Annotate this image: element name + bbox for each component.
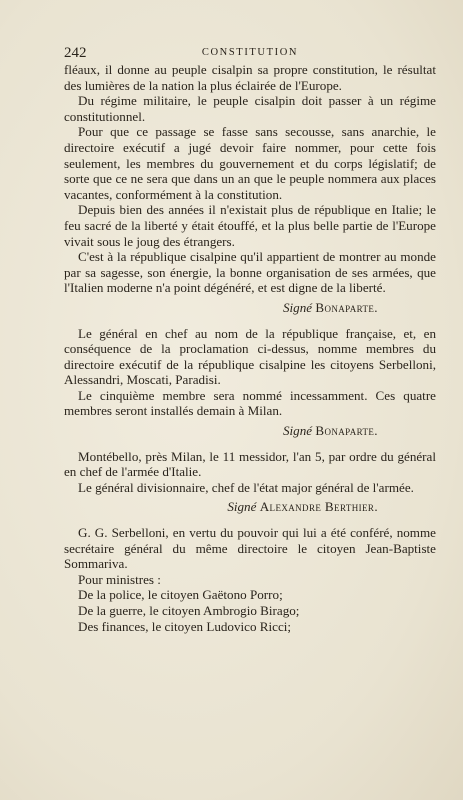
paragraph: fléaux, il donne au peuple cisalpin sa propre constitution, le résultat des lumières de la nation la plus éclairée de l'Europe.: [64, 62, 436, 93]
signature-name: Bonaparte.: [315, 299, 378, 315]
paragraph: Le général en chef au nom de la république française, et, en conséquence de la proclamation ci-dessus, nomme membres du directoire exécutif de la république cisalpine les citoyens Serbelloni, Alessandri, Moscati, Paradisi.: [64, 325, 436, 388]
list-item: De la guerre, le citoyen Ambrogio Birago;: [78, 603, 300, 618]
signature-label: Signé: [227, 499, 257, 515]
paragraph: Pour ministres :: [78, 571, 161, 587]
paragraph: Pour que ce passage se fasse sans secousse, sans anarchie, le directoire exécutif a jugé devoir faire nommer, pour cette fois seulement, les membres du gouvernement et du corps législatif; de sorte que ce ne sera que dans un an que le peuple nommera aux places vacantes, conformément à la constitution.: [64, 124, 436, 202]
signature-line: [64, 499, 436, 515]
paragraph: G. G. Serbelloni, en vertu du pouvoir qui lui a été conféré, nomme secrétaire général du même directoire le citoyen Jean-Baptiste Sommariva.: [64, 525, 436, 572]
paragraph: Depuis bien des années il n'existait plus de république en Italie; le feu sacré de la liberté y était étouffé, et la plus belle partie de l'Europe vivait sous le joug des étrangers.: [64, 202, 436, 249]
page-header: [64, 45, 436, 63]
signature-label: Signé: [282, 299, 313, 315]
signature-name: Alexandre Berthier.: [259, 499, 378, 515]
signature-line: [64, 423, 436, 439]
signature-label: Signé: [282, 423, 313, 439]
paragraph: Le général divisionnaire, chef de l'état major général de l'armée.: [78, 479, 414, 495]
signature-line: [64, 300, 436, 316]
signature-name: Bonaparte.: [315, 423, 378, 439]
page-body: [64, 62, 436, 634]
paragraph: Le cinquième membre sera nommé incessamment. Ces quatre membres seront installés demain à Milan.: [64, 387, 436, 419]
paragraph: Du régime militaire, le peuple cisalpin doit passer à un régime constitutionnel.: [64, 93, 436, 124]
paragraph: Montébello, près Milan, le 11 messidor, l'an 5, par ordre du général en chef de l'armée d'Italie.: [64, 448, 436, 480]
paragraph: C'est à la république cisalpine qu'il appartient de montrer au monde par sa sagesse, son énergie, la bonne organisation de ses armées, que l'Italien moderne n'a point dégénéré, et est digne de la liberté.: [64, 249, 436, 296]
page-number: 242: [64, 45, 87, 61]
list-item: Des finances, le citoyen Ludovico Ricci;: [78, 618, 292, 634]
list-item: De la police, le citoyen Gaëtono Porro;: [78, 587, 283, 603]
running-title: CONSTITUTION: [201, 47, 299, 58]
